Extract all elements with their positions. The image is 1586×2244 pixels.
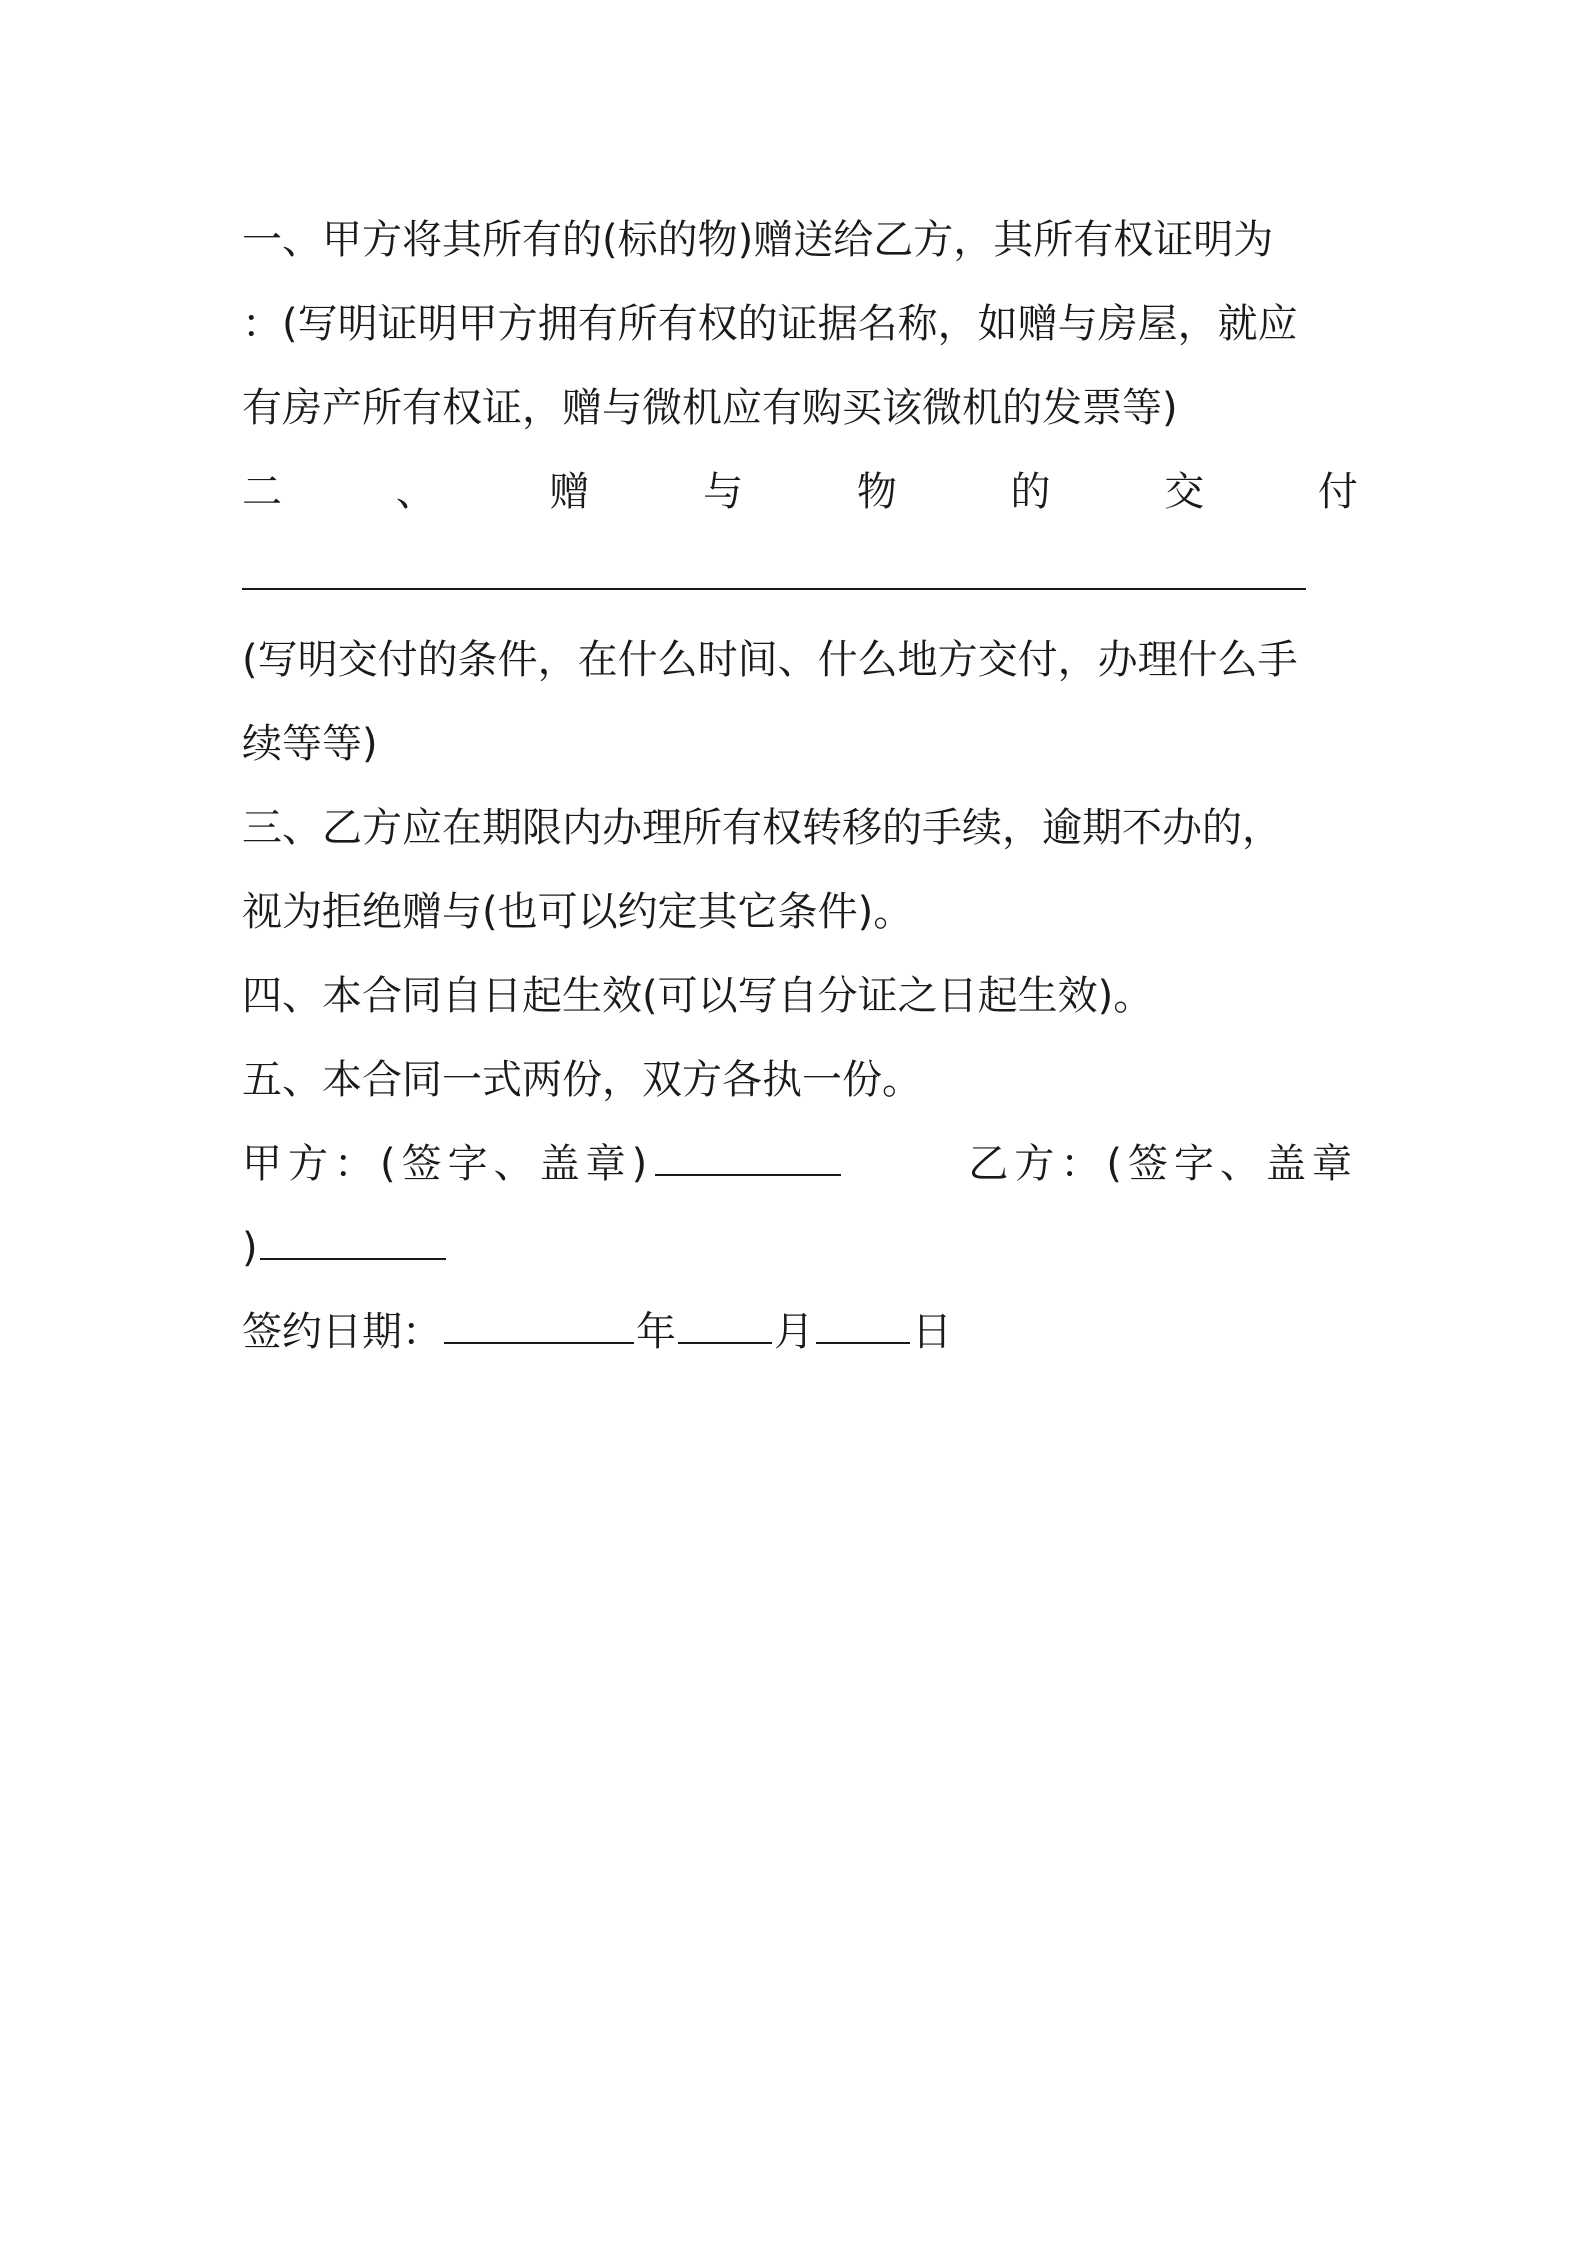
month-label: 月 [774, 1309, 814, 1355]
signing-date-row [242, 1290, 1358, 1374]
clause-2-char: 与 [703, 469, 744, 515]
party-b-close-paren: ) [242, 1225, 258, 1271]
clause-3-line-2: 视为拒绝赠与(也可以约定其它条件)。 [242, 889, 914, 935]
clause-1-line-1: 一、甲方将其所有的(标的物)赠送给乙方，其所有权证明为 [242, 217, 1274, 263]
party-b-label: 乙方：(签字、盖章 [968, 1141, 1358, 1187]
clause-1-line-3: 有房产所有权证，赠与微机应有购买该微机的发票等) [242, 385, 1178, 431]
clause-2-heading [242, 450, 1358, 534]
clause-2-char: 二 [242, 469, 282, 515]
clause-2-char: 付 [1317, 469, 1358, 515]
clause-2-char: 交 [1164, 469, 1205, 515]
clause-5: 五、本合同一式两份，双方各执一份。 [242, 1057, 922, 1103]
party-b-blank [260, 1206, 446, 1260]
party-a-blank [655, 1122, 841, 1176]
clause-2-char: 物 [856, 469, 897, 515]
month-blank [678, 1290, 772, 1344]
day-blank [816, 1290, 910, 1344]
clause-3-line-1: 三、乙方应在期限内办理所有权转移的手续，逾期不办的， [242, 805, 1282, 851]
clause-2-char: 、 [395, 469, 436, 515]
clause-2-note-line-1: (写明交付的条件，在什么时间、什么地方交付，办理什么手 [242, 637, 1298, 683]
clause-2-note-line-2: 续等等) [242, 721, 378, 767]
party-a-signature [242, 1122, 843, 1206]
year-label: 年 [636, 1309, 676, 1355]
date-label: 签约日期： [242, 1309, 442, 1355]
day-label: 日 [912, 1309, 952, 1355]
clause-2-fill-line [242, 534, 1358, 618]
party-a-label: 甲方：(签字、盖章) [242, 1141, 654, 1187]
party-b-signature-cont [242, 1206, 1358, 1290]
year-blank [444, 1290, 634, 1344]
signature-row [242, 1122, 1358, 1206]
clause-4: 四、本合同自日起生效(可以写自分证之日起生效)。 [242, 973, 1154, 1019]
clause-2-char: 的 [1010, 469, 1051, 515]
clause-1-line-2: ：(写明证明甲方拥有所有权的证据名称，如赠与房屋，就应 [242, 301, 1298, 347]
clause-2-char: 赠 [549, 469, 590, 515]
contract-body [242, 198, 1358, 1374]
